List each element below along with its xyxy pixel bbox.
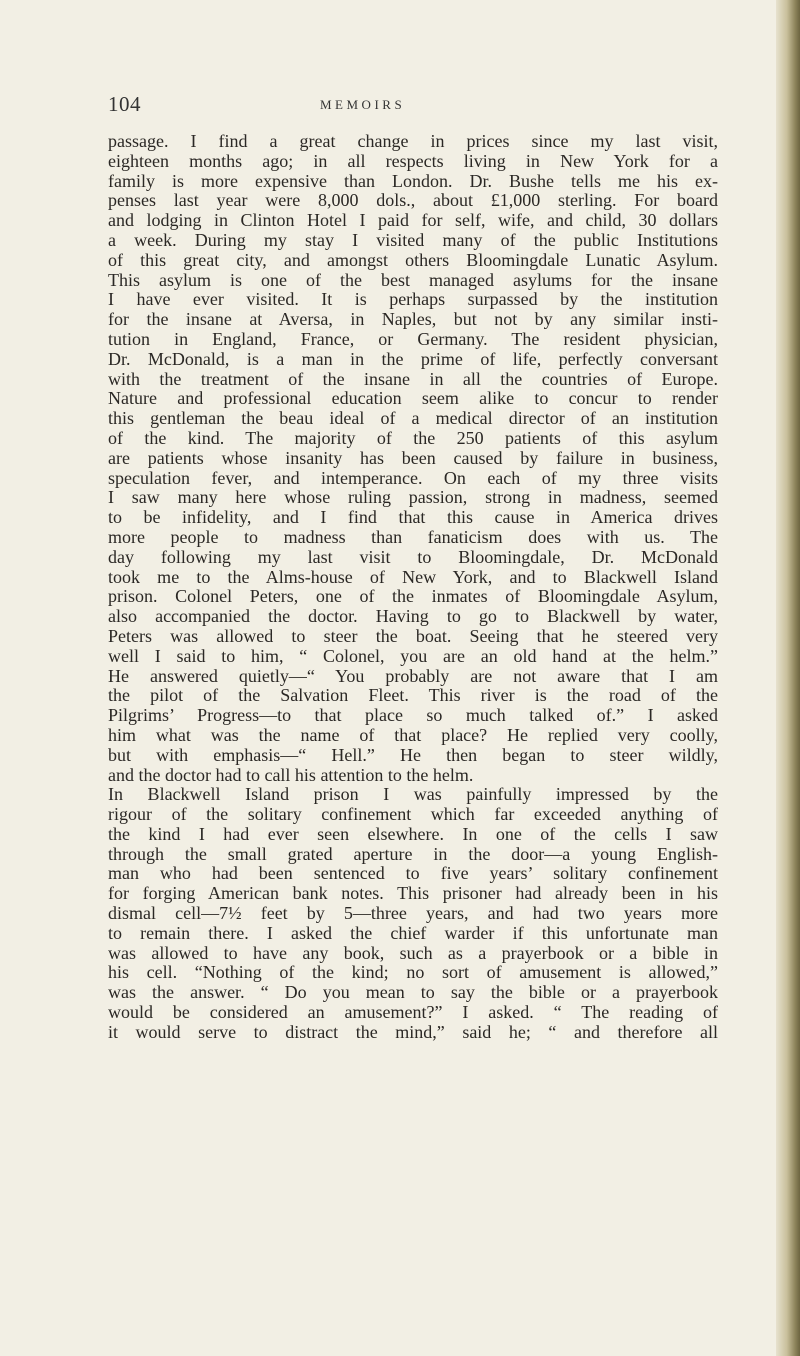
page-number: 104 bbox=[108, 92, 141, 116]
text-line: This asylum is one of the best managed asylums for the insane bbox=[108, 269, 718, 290]
text-line: prison. Colonel Peters, one of the inmates of Bloomingdale Asylum, bbox=[108, 586, 718, 607]
text-line: and lodging in Clinton Hotel I paid for self, wife, and child, 30 dollars bbox=[108, 210, 718, 231]
text-line: dismal cell—7½ feet by 5—three years, and had two years more bbox=[108, 903, 718, 924]
text-line: with the treatment of the insane in all the countries of Europe. bbox=[108, 368, 718, 389]
body-text bbox=[108, 132, 718, 1043]
text-line: for forging American bank notes. This prisoner had already been in his bbox=[108, 883, 718, 904]
page-header bbox=[108, 92, 708, 122]
text-line: speculation fever, and intemperance. On each of my three visits bbox=[108, 467, 718, 488]
text-line: the kind I had ever seen elsewhere. In one of the cells I saw bbox=[108, 823, 718, 844]
text-line: and the doctor had to call his attention to the helm. bbox=[108, 764, 474, 785]
text-line: Nature and professional education seem alike to concur to render bbox=[108, 388, 718, 409]
text-line: this gentleman the beau ideal of a medical director of an institution bbox=[108, 408, 718, 429]
text-line: more people to madness than fanaticism does with us. The bbox=[108, 526, 718, 547]
text-line: also accompanied the doctor. Having to go to Blackwell by water, bbox=[108, 606, 718, 627]
text-line: for the insane at Aversa, in Naples, but not by any similar insti- bbox=[108, 309, 718, 330]
text-line: was the answer. “ Do you mean to say the bible or a prayerbook bbox=[108, 982, 718, 1003]
text-line: Dr. McDonald, is a man in the prime of life, perfectly conversant bbox=[108, 348, 718, 369]
text-line: the pilot of the Salvation Fleet. This river is the road of the bbox=[108, 685, 718, 706]
text-line: a week. During my stay I visited many of the public Institutions bbox=[108, 229, 718, 250]
text-line: would be considered an amusement?” I asked. “ The reading of bbox=[108, 1002, 718, 1023]
running-head: MEMOIRS bbox=[320, 97, 406, 112]
text-line: his cell. “Nothing of the kind; no sort of amusement is allowed,” bbox=[108, 962, 718, 983]
text-line: eighteen months ago; in all respects living in New York for a bbox=[108, 150, 718, 171]
text-line: but with emphasis—“ Hell.” He then began to steer wildly, bbox=[108, 744, 718, 765]
text-line: I saw many here whose ruling passion, strong in madness, seemed bbox=[108, 487, 718, 508]
text-line: well I said to him, “ Colonel, you are an old hand at the helm.” bbox=[108, 645, 718, 666]
text-line: through the small grated aperture in the door—a young English- bbox=[108, 843, 718, 864]
text-line: are patients whose insanity has been caused by failure in business, bbox=[108, 447, 718, 468]
page-edge-shadow bbox=[776, 0, 800, 1356]
text-line: of the kind. The majority of the 250 patients of this asylum bbox=[108, 427, 718, 448]
text-line: rigour of the solitary confinement which far exceeded anything of bbox=[108, 804, 718, 825]
text-line: was allowed to have any book, such as a prayerbook or a bible in bbox=[108, 942, 718, 963]
text-line: him what was the name of that place? He replied very coolly, bbox=[108, 724, 718, 745]
text-line: of this great city, and amongst others Bloomingdale Lunatic Asylum. bbox=[108, 249, 718, 270]
text-line: penses last year were 8,000 dols., about £1,000 sterling. For board bbox=[108, 190, 718, 211]
text-line: Pilgrims’ Progress—to that place so much talked of.” I asked bbox=[108, 705, 718, 726]
text-line: day following my last visit to Bloomingdale, Dr. McDonald bbox=[108, 546, 718, 567]
text-line: to remain there. I asked the chief warder if this unfortunate man bbox=[108, 922, 718, 943]
text-line: family is more expensive than London. Dr. Bushe tells me his ex- bbox=[108, 170, 718, 191]
text-line: took me to the Alms-house of New York, and to Blackwell Island bbox=[108, 566, 718, 587]
text-line: passage. I find a great change in prices since my last visit, bbox=[108, 131, 718, 151]
text-line: In Blackwell Island prison I was painfully impressed by the bbox=[108, 784, 718, 805]
text-line: I have ever visited. It is perhaps surpassed by the institution bbox=[108, 289, 718, 310]
text-line: man who had been sentenced to five years’ solitary confinement bbox=[108, 863, 718, 884]
text-line: to be infidelity, and I find that this cause in America drives bbox=[108, 507, 718, 528]
text-line: He answered quietly—“ You probably are not aware that I am bbox=[108, 665, 718, 686]
text-line: tution in England, France, or Germany. The resident physician, bbox=[108, 328, 718, 349]
text-line: Peters was allowed to steer the boat. Seeing that he steered very bbox=[108, 625, 718, 646]
text-line: it would serve to distract the mind,” said he; “ and therefore all bbox=[108, 1021, 718, 1042]
